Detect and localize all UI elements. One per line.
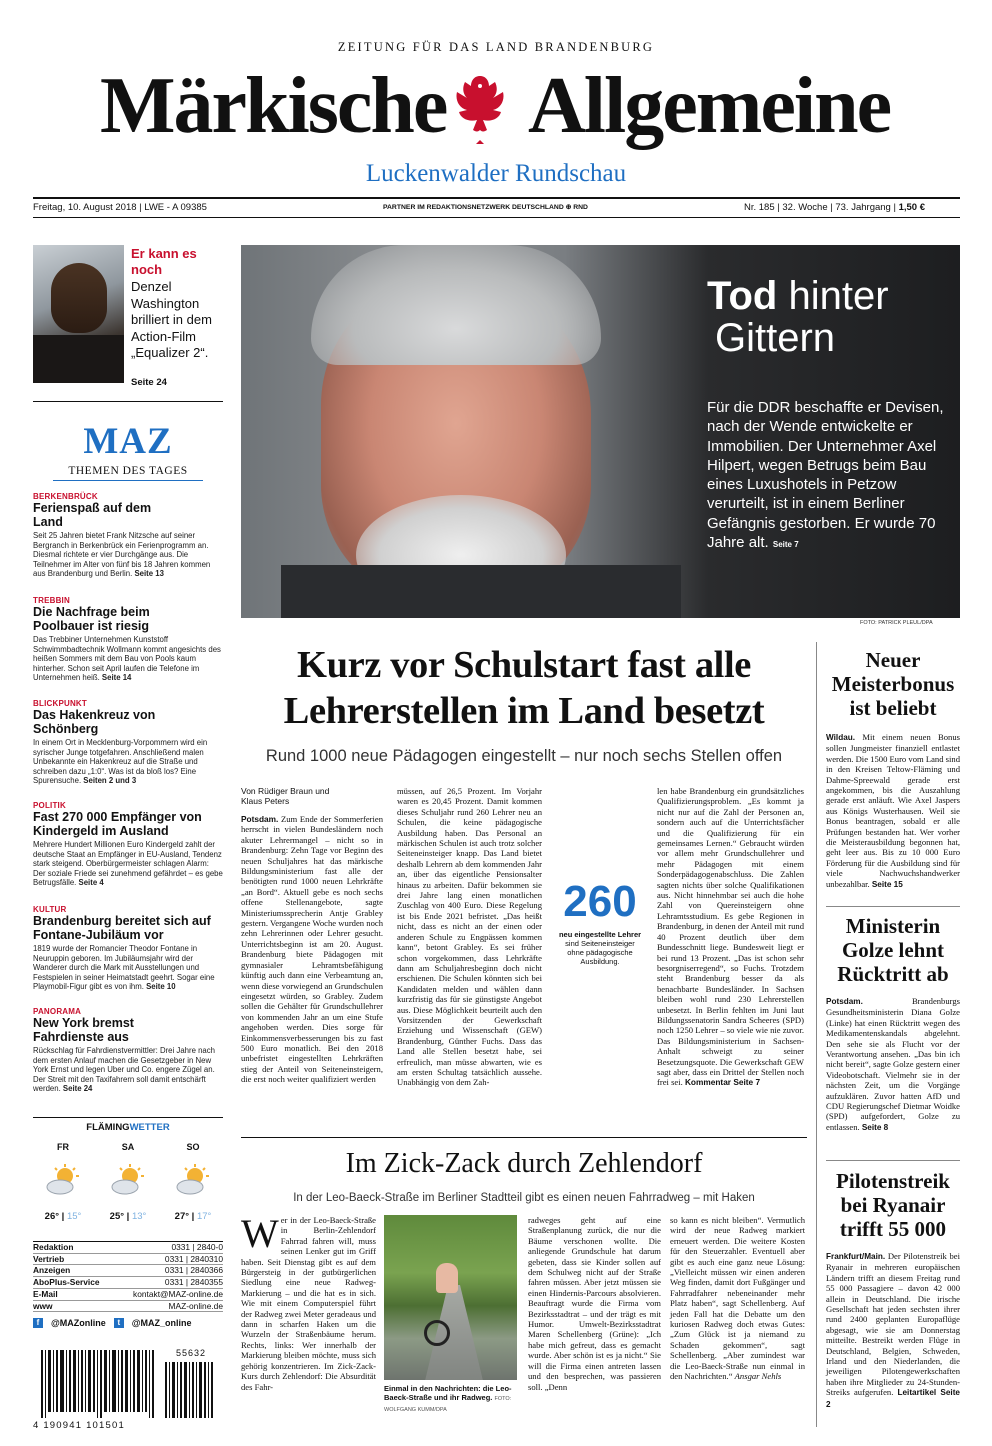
teaser-text: Denzel Washington brilliert in dem Action-Film „Equalizer 2“. [131, 279, 212, 360]
masthead-title-right: Allgemeine [528, 62, 891, 150]
hero-photo-hair [311, 245, 601, 365]
second-col-2-text: radweges geht auf eine Straßenplanung zurück, die nur die Bäume verschonen wollte. Die anliegende Grundschule hat darum gebeten, dass sie Kinder sollen auf dem Schulweg nicht auf der Straße fahren müssen. Aber jetzt müssen sie einen Hindernis-Parcours absolvieren. Beauftragt wurde die Firma vom Bezirksstadtrat – und der trägt es mit Humor. Umwelt-Bezirksstadtrat Maren Schellenberg (Grüne): „Ich habe mich gefreut, dass es gemacht wurde. Aber schön ist es ja nicht.“ Sie will die Firma einen antreten lassen und den besprechen, was passieren soll. „Denn [528, 1215, 661, 1392]
contact-row[interactable]: E-Mail kontakt@MAZ-online.de [33, 1288, 223, 1299]
issue-info: Nr. 185 | 32. Woche | 73. Jahrgang | [744, 202, 896, 213]
twitter-handle[interactable]: @MAZ_online [131, 1318, 192, 1328]
hero-text: Für die DDR beschaffte er Devisen, nach der Wende entwickelte er Immobilien. Der Unternehmer Axel Hilpert, wegen Betrugs beim Bau eines Luxushotels in Petzow verurteilt, ist in einem Berliner Gefängnis gestorben. Er wurde 70 Jahre alt. Seite 7 [707, 399, 944, 552]
contact-row: AboPlus-Service 0331 | 2840355 [33, 1277, 223, 1288]
masthead [0, 0, 992, 200]
topic-head: Das Hakenkreuz von Schönberg [33, 708, 156, 736]
right-story-head: Neuer Meisterbonus ist beliebt [831, 648, 955, 720]
second-story-rule [241, 1137, 807, 1138]
maz-subtitle: THEMEN DES TAGES [68, 465, 188, 477]
weather-rule [33, 1117, 223, 1118]
topic-kicker: POLITIK [33, 801, 66, 810]
second-dropcap: W [241, 1211, 279, 1256]
maz-logo: MAZ [83, 421, 173, 462]
lead-col-2-text: müssen, auf 26,5 Prozent. Im Vorjahr waren es 20,45 Prozent. Damit kommen dieses Schuljahr rund 260 Lehrer neu an Schulen, die keine pädagogische Ausbildung haben. Das Personal an märkischen Schulen ist auch trotz solcher Seiteneinsteiger knapp. Das Land bietet deshalb Lehrern ab dem kommenden Jahr an, über das eigentliche Pensionsalter hinaus zu arbeiten. Dafür bekommen sie drei Jahre lang einen monatlichen Zuschlag von 400 Euro. Diese Regelung ist bis Ende 2021 befristet. „Das heißt nicht, dass es nicht an der einen oder anderen Schule zu Engpässen kommen kann“, betont Grabley. Es sei früher schon vorgekommen, dass Lehrkräfte dann am Schuljahresbeginn doch nicht erschienen. Die Schulen könnten sich bei Kandidaten melden und wählen dann kurzfristig das für sie günstigste Angebot aus. Diese Möglichkeit beurteilt auch den Vorsitzenden der Gewerkschaft Erziehung und Wissenschaft (GEW) Brandenburg, Günther Fuchs. Dass das Land alle Stellen besetzt habe, sei erfreulich, man müsse abwarten, wie es am ersten Schultag tatsächlich aussehe. Unabhängig von dem Zah- [397, 786, 542, 1088]
hero-title [707, 275, 957, 359]
second-photo-cyclist [436, 1263, 458, 1293]
dateline-center: PARTNER IM REDAKTIONSNETZWERK DEUTSCHLAND ⊕ RND [383, 204, 588, 211]
second-subhead: In der Leo-Baeck-Straße im Berliner Stadtteil gibt es einen neuen Fahrradweg – mit Haken [293, 1192, 755, 1204]
topic-kicker: PANORAMA [33, 1007, 82, 1016]
topic-head: Fast 270 000 Empfänger von Kindergeld im Ausland [33, 810, 202, 838]
weather-day: FR [57, 1142, 69, 1152]
dateline-left: Freitag, 10. August 2018 | LWE - A 09385 [33, 202, 207, 213]
masthead-tagline: ZEITUNG FÜR DAS LAND BRANDENBURG [337, 40, 655, 54]
right-story [826, 1169, 960, 1410]
weather-title-a: FLÄMING [86, 1122, 130, 1133]
lead-byline: Von Rüdiger Braun und Klaus Peters [241, 786, 330, 806]
hero-title-rest: hinter [788, 274, 889, 318]
right-story-head: Pilotenstreik bei Ryanair trifft 55 000 [836, 1169, 950, 1241]
sun-cloud-icon [110, 1164, 146, 1201]
lead-subhead: Rund 1000 neue Pädagogen eingestellt – nur noch sechs Stellen offen [265, 747, 783, 765]
second-photo-credit: FOTO: WOLFGANG KUMM/DPA [384, 1396, 512, 1413]
second-photo-wheel [424, 1320, 450, 1346]
topic-head: Die Nachfrage beim Poolbauer ist riesig [33, 605, 150, 633]
weather-temp: 25° | 13° [109, 1211, 147, 1222]
lead-col-1-text: Potsdam. Zum Ende der Sommerferien herrscht in vielen Bundesländern noch akuter Lehrermangel – nicht so in Brandenburg: Zehn Tage vor Beginn des neuen Schuljahres hat das märkische Bildungsministerium fast alle der benötigten rund 1000 neuen Lehrkräfte „an Bord“. Aktuell gebe es noch sechs offene Stellenangebote, sagte Ministeriumssprecherin Antje Grabley gestern. Vergangene Woche wurden noch zehn Lehrerinnen oder Lehrer gesucht. Unterrichtsbeginn ist am 20. August. Brandenburg biete Pädagogen mit gymnasialer Lehramtsbefähigung künftig auch dann eine Verbeamtung an, wenn diese vorwiegend an Grundschulen eingesetzt würden, so Grabley. Zudem sollen die Gehälter für Grundschullehrer von kommenden Jahr an um eine Stufe angehoben werden. Dies sorge für Einkommensverbesserungen bis zu fast 500 Euro monatlich. Bei den 2018 unbefristet eingestellten Lehrkräften stieg der Anteil von Seiteneinsteigern, die erst noch weiter qualifiziert werden [241, 814, 383, 1085]
hero-title-line2: Gittern [715, 316, 836, 360]
contact-table [33, 1241, 223, 1312]
barcode-addon-digits: 55632 [176, 1348, 207, 1358]
weather-title [33, 1122, 223, 1133]
topic-item [33, 905, 223, 992]
second-col-2 [528, 1215, 661, 1392]
teaser-kicker: Er kann es noch [131, 246, 197, 277]
hero-credit: FOTO: PATRICK PLEUL/DPA [860, 620, 933, 626]
masthead-title-left: Märkische [100, 62, 447, 150]
second-col-3-text: so kann es nicht bleiben“. Vermutlich wird der neue Radweg markiert erneuert werden. Die weitere Kosten für den Steuerzahler. Eventuell aber gibt es auch eine ganz neue Lösung: „Vielleicht müssen wir einen anderen Weg finden, damit dort Fußgänger und Fahrradfahrer nebeneinander mehr Platz haben“, sagt Schellenberg. Auf jeden Fall hat die Debatte um den kuriosen Radweg doch etwas Gutes: „Zum Glück ist ja niemand zu Schaden gekommen“, sagt Schellenberg. „Aber zumindest war die Leo-Baeck-Straße nun einmal in den Nachrichten.“ Ansgar Nehls [670, 1215, 805, 1382]
dateline-rule-top [33, 197, 960, 199]
lead-stat-label: neu eingestellte Lehrer [558, 930, 642, 939]
contact-row: Redaktion 0331 | 2840-0 [33, 1242, 223, 1252]
hero-photo-jacket [281, 565, 681, 618]
maz-rule-under [53, 480, 203, 481]
masthead-edition: Luckenwalder Rundschau [365, 160, 627, 187]
right-rule-2 [826, 1160, 960, 1161]
topic-kicker: BLICKPUNKT [33, 699, 87, 708]
weather-forecast [33, 1142, 223, 1227]
lead-stat-box [550, 878, 650, 966]
second-col-1 [241, 1211, 376, 1392]
lead-headline-line2: Lehrerstellen im Land besetzt [283, 690, 765, 732]
weather-title-b: WETTER [129, 1122, 170, 1133]
lead-stat-text: sind Seiteneinsteiger ohne pädagogische Ausbildung. [565, 939, 635, 966]
contact-row: Anzeigen 0331 | 2840366 [33, 1265, 223, 1276]
right-story-text: Wildau. Mit einem neuen Bonus sollen Jungmeister finanziell entlastet werden. Die 1500 Euro vom Land sind in den Kreisen Teltow-Fläming und Dahme-Spreewald gerade erst angekommen, bis die Auszahlung gerade erst anläuft. Wie Axel Jaspers aus Königs Wusterhausen. Weil sie Bonus beantragen, sobald er alle Prüfungen bestanden hat. Wer vorher die Meisterausbildung begonnen hat, geht leer aus. Bis zu 10 000 Euro Förderung für die Ausbildung sind für viele Nachwuchshandwerker unbezahlbar. Seite 15 [826, 732, 960, 889]
second-col-3 [670, 1215, 805, 1382]
weather-temp: 27° | 17° [174, 1211, 212, 1222]
weather-day: SA [121, 1142, 135, 1152]
right-rule-1 [826, 906, 960, 907]
weather-day: SO [186, 1142, 200, 1152]
topic-text: Mehrere Hundert Millionen Euro Kindergeld zahlt der deutsche Staat an Empfänger in EU-Ausland, Tendenz stark steigend. Oberbürgermeister schlagen Alarm: Der soziale Friede sei zunehmend gefährdet – es gebe Betrugsfälle. Seite 4 [33, 840, 223, 888]
topic-item [33, 1007, 223, 1094]
teaser-ref: Seite 24 [131, 377, 167, 388]
topic-item [33, 596, 223, 683]
lead-stat-number: 260 [563, 877, 637, 926]
topic-head: Brandenburg bereitet sich auf Fontane-Jubiläum vor [33, 914, 211, 942]
facebook-handle[interactable]: @MAZonline [51, 1318, 106, 1328]
right-story [826, 914, 960, 1133]
dateline-rule-bottom [33, 217, 960, 218]
lead-headline-line1: Kurz vor Schulstart fast alle [297, 644, 751, 686]
second-photo [384, 1215, 517, 1380]
topic-head: New York bremst Fahrdienste aus [33, 1016, 134, 1044]
hero-title-bold: Tod [707, 274, 778, 318]
hero-ref: Seite 7 [772, 540, 799, 550]
topic-item [33, 801, 223, 888]
right-story-text: Potsdam. Brandenburgs Gesundheitsministerin Diana Golze (Linke) hat einen Rücktritt wegen des Medikamentenskandals abgelehnt. Den sehe sie als Flucht vor der Verantwortung ansehen. „Das bin ich nicht bereit“, sagte Golze gestern einer Videobotschaft. Vielmehr sie in der nächsten Zeit, um die Vorgänge aufzuklären. Zuvor hatten AfD und CDU Regierungschef Dietmar Woidke (SPD) aufgefordert, Golze zu entlassen. Seite 8 [826, 996, 960, 1132]
second-col-1-text: Wer in der Leo-Baeck-Straße in Berlin-Zehlendorf Fahrrad fahren will, muss seinen Lenker gut im Griff haben. Seit Dienstag gibt es auf dem Bürgersteig in der gutbürgerlichen Siedlung eine neue Radweg-Markierung – und die hat es in sich. Wie mit einem Computerspiel führt der Radweg zwei Meter geradeaus und dann in scharfen Haken um die Wurzeln der Straßenbäume herum. Rechts, links: Wer innerhalb der Markierung bleiben möchte, muss sich gehörig konzentrieren. Im Zick-Zack-Kurs durch Zehlendorf: Die Absurdität des Fahr- [241, 1211, 376, 1392]
topic-text: 1819 wurde der Romancier Theodor Fontane in Neuruppin geboren. Im Jubiläumsjahr wird der Wanderer durch die Mark mit Ausstellungen und Festspielen in seiner Heimatstadt geehrt. Sogar eine Playmobil-Figur gibt es von ihm. Seite 10 [33, 944, 215, 992]
lead-col-1 [241, 786, 383, 1085]
topic-kicker: TREBBIN [33, 596, 70, 605]
lead-col-2 [397, 786, 542, 1088]
social-links [33, 1318, 223, 1328]
twitter-icon: t [114, 1318, 124, 1328]
second-photo-caption: Einmal in den Nachrichten: die Leo-Baeck-Straße und ihr Radweg. FOTO: WOLFGANG KUMM/DPA [384, 1384, 512, 1413]
topic-head: Ferienspaß auf dem Land [33, 501, 152, 529]
price: 1,50 € [898, 202, 925, 213]
topic-text: Rückschlag für Fahrdienstvermittler: Drei Jahre nach dem ersten Anlauf machen die Gesetzgeber in New York Ernst und legen Uber und Co. engere Zügel an. Der Streit mit den Taxifahrern soll damit entschärft werden. Seite 24 [33, 1046, 215, 1094]
right-story [826, 648, 960, 890]
contact-row: Vertrieb 0331 | 2840310 [33, 1253, 223, 1264]
contact-row[interactable]: www MAZ-online.de [33, 1300, 223, 1311]
right-story-text: Frankfurt/Main. Der Pilotenstreik bei Ryanair in mehreren europäischen Ländern trifft an diesem Freitag rund 55 000 Passagiere – davon 42 000 allein in Deutschland. Die irische Gesellschaft hat jeden sechsten ihrer rund 2400 geplanten Europaflüge abgesagt, wie sie am Donnerstag mitteilte. Bestreikt werden Flüge in Deutschland, Belgien, Schweden, Irland und den Niederlanden, die jeweiligen Pilotengewerkschaften haben ihre Mitglieder zu 24-Stunden-Streiks aufgerufen. Leitartikel Seite 2 [826, 1251, 961, 1409]
right-story-head: Ministerin Golze lehnt Rücktritt ab [837, 914, 949, 986]
topic-item [33, 492, 223, 579]
weather-temp: 26° | 15° [44, 1211, 82, 1222]
topic-kicker: KULTUR [33, 905, 67, 914]
lead-col-3-text: len habe Brandenburg ein grundsätzliches Qualifizierungsproblem. „Es kommt ja nicht nur auf die Zahl der Personen an, sondern auch auf die Unterrichtsfächer und die Qualifizierung für ein gemeinsames Lernen.“ Gebraucht würden vor allem mehr Grundschullehrer und mehr Pädagogen mit einem Sonderpädagogenabschluss. Die Zahlen sagten nichts über solche Qualifikationen aus. Nicht hinnehmbar sei auch die hohe Zahl von Quereinsteigern ohne Lehramtsstudium. Es gebe Regionen in Brandenburg, in denen der Anteil mit rund 40 Prozent deutlich über dem Bundesschnitt liege. Bundesweit liegt er bei rund 13 Prozent. „Das ist schon sehr besorgniserregend“, so Fuchs. Trotzdem steht Brandenburg besser da als benachbarte Bundesländer. In Sachsen bleiben wohl rund 230 Lehrerstellen unbesetzt. In Berlin fehlten im Juni laut Bildungssenatorin Sandra Scheeres (SPD) noch 1250 Lehrer – so viele wie nie zuvor. Das Bildungsministerium in Sachsen-Anhalt schweigt zu seiner Besetzungsquote. Die Gewerkschaft GEW sagt aber, dass ein Drittel der Stellen noch frei sei. Kommentar Seite 7 [657, 786, 804, 1088]
topic-text: In einem Ort in Mecklenburg-Vorpommern wird ein syrischer Junge totgefahren. Anschließend malen Unbekannte ein Hakenkreuz auf die Straße und schreiben dazu „1:0“. Was ist da bloß los? Eine Spurensuche. Seiten 2 und 3 [33, 738, 208, 786]
barcode [33, 1348, 223, 1433]
barcode-bars [41, 1350, 221, 1418]
dateline-right [744, 202, 925, 213]
second-headline: Im Zick-Zack durch Zehlendorf [345, 1148, 703, 1179]
topic-text: Seit 25 Jahren bietet Frank Nitzsche auf seiner Bergranch in Berkenbrück ein Ferienprogramm an. Diesmal richtete er vier Durchgänge aus. Die Teilnehmer im Alter von fünf bis 18 Jahren kommen aus Brandenburg und Berlin. Seite 13 [33, 531, 211, 579]
lead-col-3 [657, 786, 804, 1088]
sun-cloud-icon [175, 1164, 211, 1201]
second-author: Ansgar Nehls [734, 1371, 782, 1382]
right-column-divider [816, 642, 817, 1427]
facebook-icon: f [33, 1318, 43, 1328]
barcode-digits: 4 190941 101501 [33, 1420, 125, 1431]
topic-text: Das Trebbiner Unternehmen Kunststoff Schwimmbadtechnik Wollmann kommt angesichts des heißen Sommers mit dem Bau von Pools kaum hinterher. Schon seit April laufen die Telefone im Unternehmen heiß. Seite 14 [33, 635, 221, 683]
lead-headline [241, 642, 807, 734]
teaser-photo [33, 245, 124, 383]
lead-commentary-ref: Kommentar Seite 7 [684, 1077, 761, 1088]
topic-item [33, 699, 223, 786]
eagle-crest-icon [449, 70, 511, 146]
maz-rule-top [33, 401, 223, 402]
sun-cloud-icon [45, 1164, 81, 1201]
topic-kicker: BERKENBRÜCK [33, 492, 98, 501]
